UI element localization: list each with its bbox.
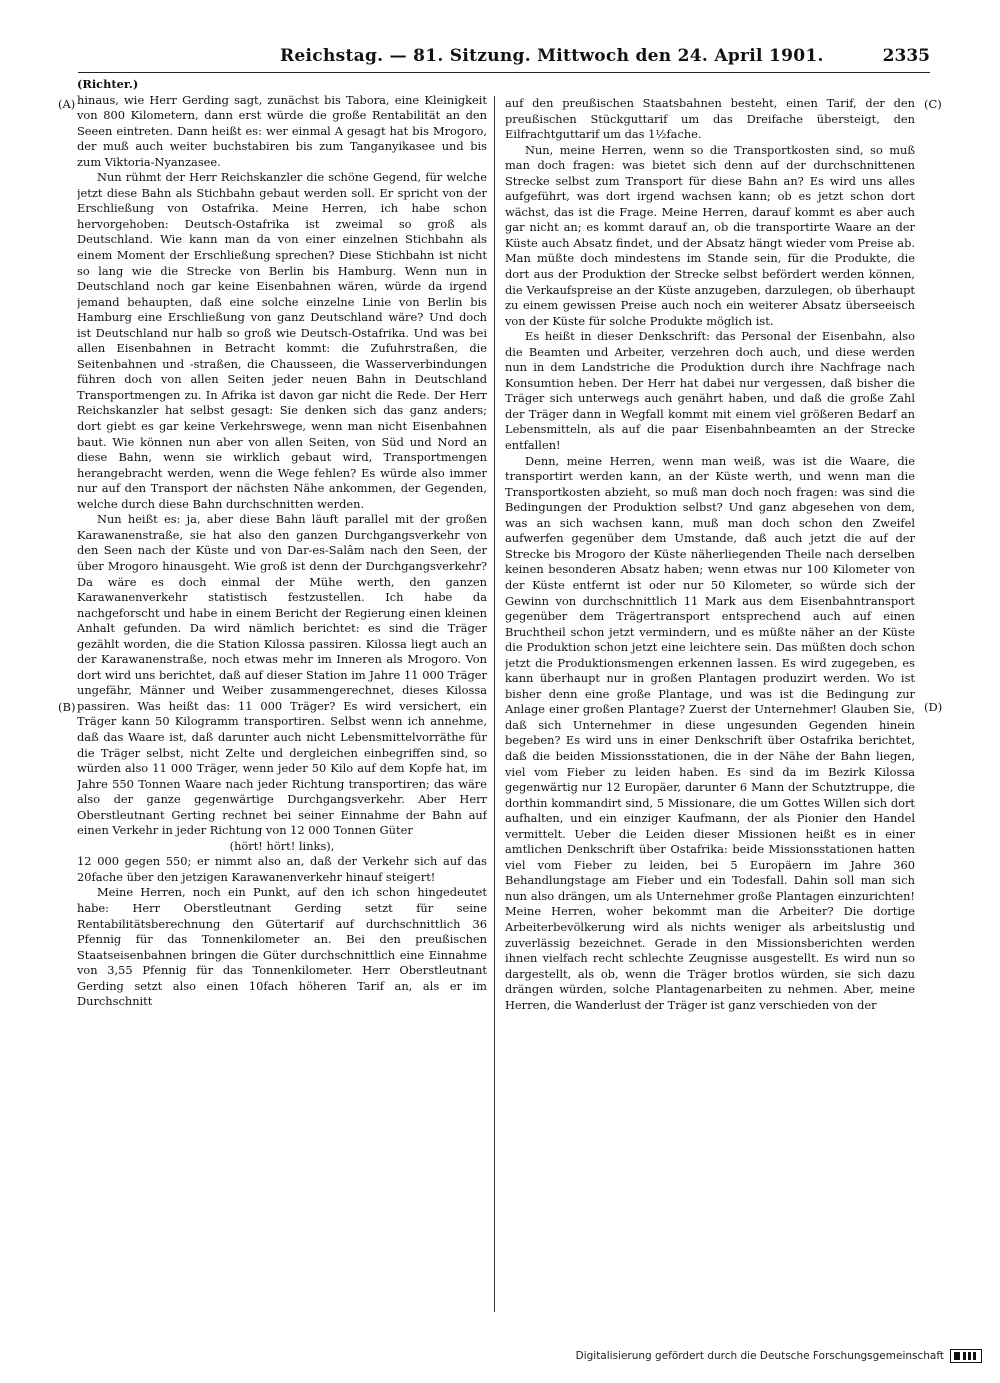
footer [576,1346,982,1366]
speaker-name: (Richter.) [77,77,139,91]
paragraph: auf den preußischen Staatsbahnen besteht, einen Tarif, der den preußischen Stückguttarif um das Dreifache übersteigt, den Eilfrachtguttarif um das 1½fache. [505,96,915,142]
interjection: (hört! hört! links), [229,838,335,853]
running-title: Reichstag. — 81. Sitzung. Mittwoch den 24. April 1901. [280,46,824,66]
margin-marker-c: (C) [924,97,942,111]
margin-marker-a: (A) [58,97,76,111]
paragraph: Denn, meine Herren, wenn man weiß, was ist die Waare, die transportirt werden kann, an der Küste werth, und wenn man die Transportkosten abzieht, so muß man doch noch fragen: was sind die Bedingungen der Produktion selbst? Und ganz abgesehen von dem, was an sich wachsen kann, muß man doch schon den Zweifel aufwerfen gegenüber dem Umstande, daß auch jetzt die auf der Strecke bis Mrogoro der Küste näherliegenden Theile nach derselben keinen besonderen Absatz haben; wenn etwas nur 100 Kilometer von der Küste entfernt ist oder nur 50 Kilometer, so würde sich der Gewinn von durchschnittlich 11 Mark aus dem Eisenbahntransport gegenüber dem Trägertransport entsprechend auch auf einen Bruchtheil schon jetzt vermindern, und es müßte näher an der Küste die Produktion schon jetzt eine leichtere sein. Das müßten doch schon jetzt die Produktionsmengen erkennen lassen. Es wird zugegeben, es kann überhaupt nur in großen Plantagen produzirt werden. Wo ist bisher denn eine große Plantage, und was ist die Bedingung zur Anlage einer großen Plantage? Zuerst der Unternehmer! Glauben Sie, daß sich Unternehmer in diese ungesunden Gegenden hinein begeben? Es wird uns in einer Denkschrift über Ostafrika berichtet, daß die beiden Missionsstationen, die in der Nähe der Bahn liegen, viel vom Fieber zu leiden haben. Es sind da im Bezirk Kilossa gegenwärtig nur 12 Europäer, darunter 6 Mann der Schutztruppe, die dorthin kommandirt sind, 5 Missionare, die um Gottes Willen sich dort aufhalten, und ein einziger Kaufmann, der als Pionier den Handel vermittelt. Ueber die Leiden dieser Missionen heißt es in einer amtlichen Denkschrift über Ostafrika: beide Missionsstationen hatten viel vom Fieber zu leiden, bei 5 Europäern im Jahre 360 Behandlungstage am Fieber und ein Todesfall. Dahin soll man sich nun also drängen, um als Unternehmer große Plantagen einzurichten! Meine Herren, woher bekommt man die Arbeiter? Die dortige Arbeiterbevölkerung wird als nichts weniger als arbeitslustig und zuverlässig bezeichnet. Gerade in den Missionsberichten werden ihnen vielfach recht schlechte Zeugnisse ausgestellt. Es wird nun so dargestellt, als ob, wenn die Träger brotlos würden, sie sich dazu drängen würden, solche Plantagenarbeiten zu nehmen. Aber, meine Herren, die Wanderlust der Träger ist ganz verschieden von der [505,453,915,1012]
paragraph: Es heißt in dieser Denkschrift: das Personal der Eisenbahn, also die Beamten und Arbeiter, verzehren doch auch, und diese werden nun in dem Landstriche die Produktion durch ihre Nachfrage nach Konsumtion heben. Der Herr hat dabei nur vergessen, daß bisher die Träger sich unterwegs auch genährt haben, und daß die große Zahl der Träger dann in Wegfall kommt mit einem viel größeren Bedarf an Lebensmitteln, als auf die paar Eisenbahnbeamten an der Strecke entfallen! [505,329,915,453]
paragraph: Meine Herren, noch ein Punkt, auf den ich schon hingedeutet habe: Herr Oberstleutnant Gerding setzt für seine Rentabilitätsberechnung den Gütertarif auf durchschnittlich 36 Pfennig für das Tonnenkilometer an. Bei den preußischen Staatseisenbahnen bringen die Güter durchschnittlich eine Einnahme von 3,55 Pfennig für das Tonnenkilometer. Herr Oberstleutnant Gerding setzt also einen 10fach höheren Tarif an, als er im Durchschnitt [77,885,487,1009]
page-number: 2335 [882,46,930,66]
paragraph: Nun, meine Herren, wenn so die Transportkosten sind, so muß man doch fragen: was bietet sich denn auf der durchschnittenen Strecke selbst zum Transport für diese Bahn an? Es wird uns alles aufgeführt, was dort irgend wachsen kann; ob es jetzt schon dort wächst, das ist die Frage. Meine Herren, darauf kommt es aber auch gar nicht an; es kommt darauf an, ob die transportirte Waare an der Küste auch Absatz findet, und der Absatz hängt wieder vom Preise ab. Man müßte doch mindestens im Stande sein, für die Produkte, die dort aus der Produktion der Strecke selbst befördert werden können, die Verkaufspreise an der Küste anzugeben, darzulegen, ob überhaupt zu einem gewissen Preise auch noch ein weiterer Absatz überseeisch von der Küste für solche Produkte möglich ist. [505,142,915,328]
paragraph: 12 000 gegen 550; er nimmt also an, daß der Verkehr sich auf das 20fache über den jetzigen Karawanenverkehr hinauf steigert! [77,854,487,884]
column-divider [494,96,495,1312]
left-column [77,77,487,1297]
margin-marker-b: (B) [58,700,76,714]
digitization-credit: Digitalisierung gefördert durch die Deutsche Forschungsgemeinschaft [575,1350,944,1362]
page-header [60,46,930,72]
paragraph: Nun rühmt der Herr Reichskanzler die schöne Gegend, für welche jetzt diese Bahn als Stichbahn gebaut werden soll. Er spricht von der Erschließung von Ostafrika. Meine Herren, ich habe schon hervorgehoben: Deutsch-Ostafrika ist zweimal so groß als Deutschland. Wie kann man da von einer einzelnen Stichbahn als einem Moment der Erschließung sprechen? Diese Stichbahn ist nicht so lang wie die Strecke von Berlin bis Hamburg. Wenn nun in Deutschland noch gar keine Eisenbahnen wären, würde da irgend jemand behaupten, daß eine solche einzelne Linie von Berlin bis Hamburg eine Erschließung von ganz Deutschland wäre? Und doch ist Deutschland nur halb so groß wie Deutsch-Ostafrika. Und was bei allen Eisenbahnen in Betracht kommt: die Zufuhrstraßen, die Seitenbahnen und -straßen, die Chausseen, die Wasserverbindungen führen doch von allen Seiten jeder neuen Bahn in Deutschland Transportmengen zu. In Afrika ist davon gar nicht die Rede. Der Herr Reichskanzler hat selbst gesagt: Sie denken sich das ganz anders; dort giebt es gar keine Verkehrswege, wenn man nicht Eisenbahnen baut. Wie können nun aber von allen Seiten, von Süd und Nord an diese Bahn, wenn sie wirklich gebaut wird, Transportmengen herangebracht werden, wenn die Wege fehlen? Es würde also immer nur auf den Transport der nächsten Nähe ankommen, der Gegenden, welche durch diese Bahn durchschnitten werden. [77,170,487,511]
margin-marker-d: (D) [924,700,943,714]
paragraph: hinaus, wie Herr Gerding sagt, zunächst bis Tabora, eine Kleinigkeit von 800 Kilometern, dann erst würde die große Rentabilität an den Seeen eintreten. Dann heißt es: wer einmal A gesagt hat bis Mrogoro, der muß auch weiter buchstabiren bis zum Tanganyikasee und bis zum Viktoria-Nyanzasee. [77,92,487,169]
paragraph: Nun heißt es: ja, aber diese Bahn läuft parallel mit der großen Karawanenstraße, sie hat also den ganzen Durchgangsverkehr von den Seen nach der Küste und von Dar-es-Salâm nach den Seen, der über Mrogoro hinausgeht. Wie groß ist denn der Durchgangsverkehr? Da wäre es doch einmal der Mühe werth, den ganzen Karawanenverkehr statistisch festzustellen. Ich habe da nachgeforscht und habe in einem Bericht der Regierung einen kleinen Anhalt gefunden. Da wird nämlich berichtet: es sind die Träger gezählt worden, die die Station Kilossa passiren. Kilossa liegt auch an der Karawanenstraße, noch etwas mehr im Inneren als Mrogoro. Von dort wird uns berichtet, daß auf dieser Station im Jahre 11 000 Träger ungefähr, Männer und Weiber zusammengerechnet, dieses Kilossa passiren. Was heißt das: 11 000 Träger? Es wird versichert, ein Träger kann 50 Kilogramm transportiren. Selbst wenn ich annehme, daß das Waare ist, daß darunter auch nicht Lebensmittelvorräthe für die Träger selbst, nicht Zelte und dergleichen einbegriffen sind, so würden also 11 000 Träger, wenn jeder 50 Kilo auf dem Kopfe hat, im Jahre 550 Tonnen Waare nach jeder Richtung transportiren; das wäre also der ganze gegenwärtige Durchgangsverkehr. Aber Herr Oberstleutnant Gerting rechnet bei seiner Einnahme der Bahn auf einen Verkehr in jeder Richtung von 12 000 Tonnen Güter [77,512,487,838]
right-column [505,96,915,1316]
header-rule [78,72,930,73]
dfg-logo-icon [950,1349,982,1363]
